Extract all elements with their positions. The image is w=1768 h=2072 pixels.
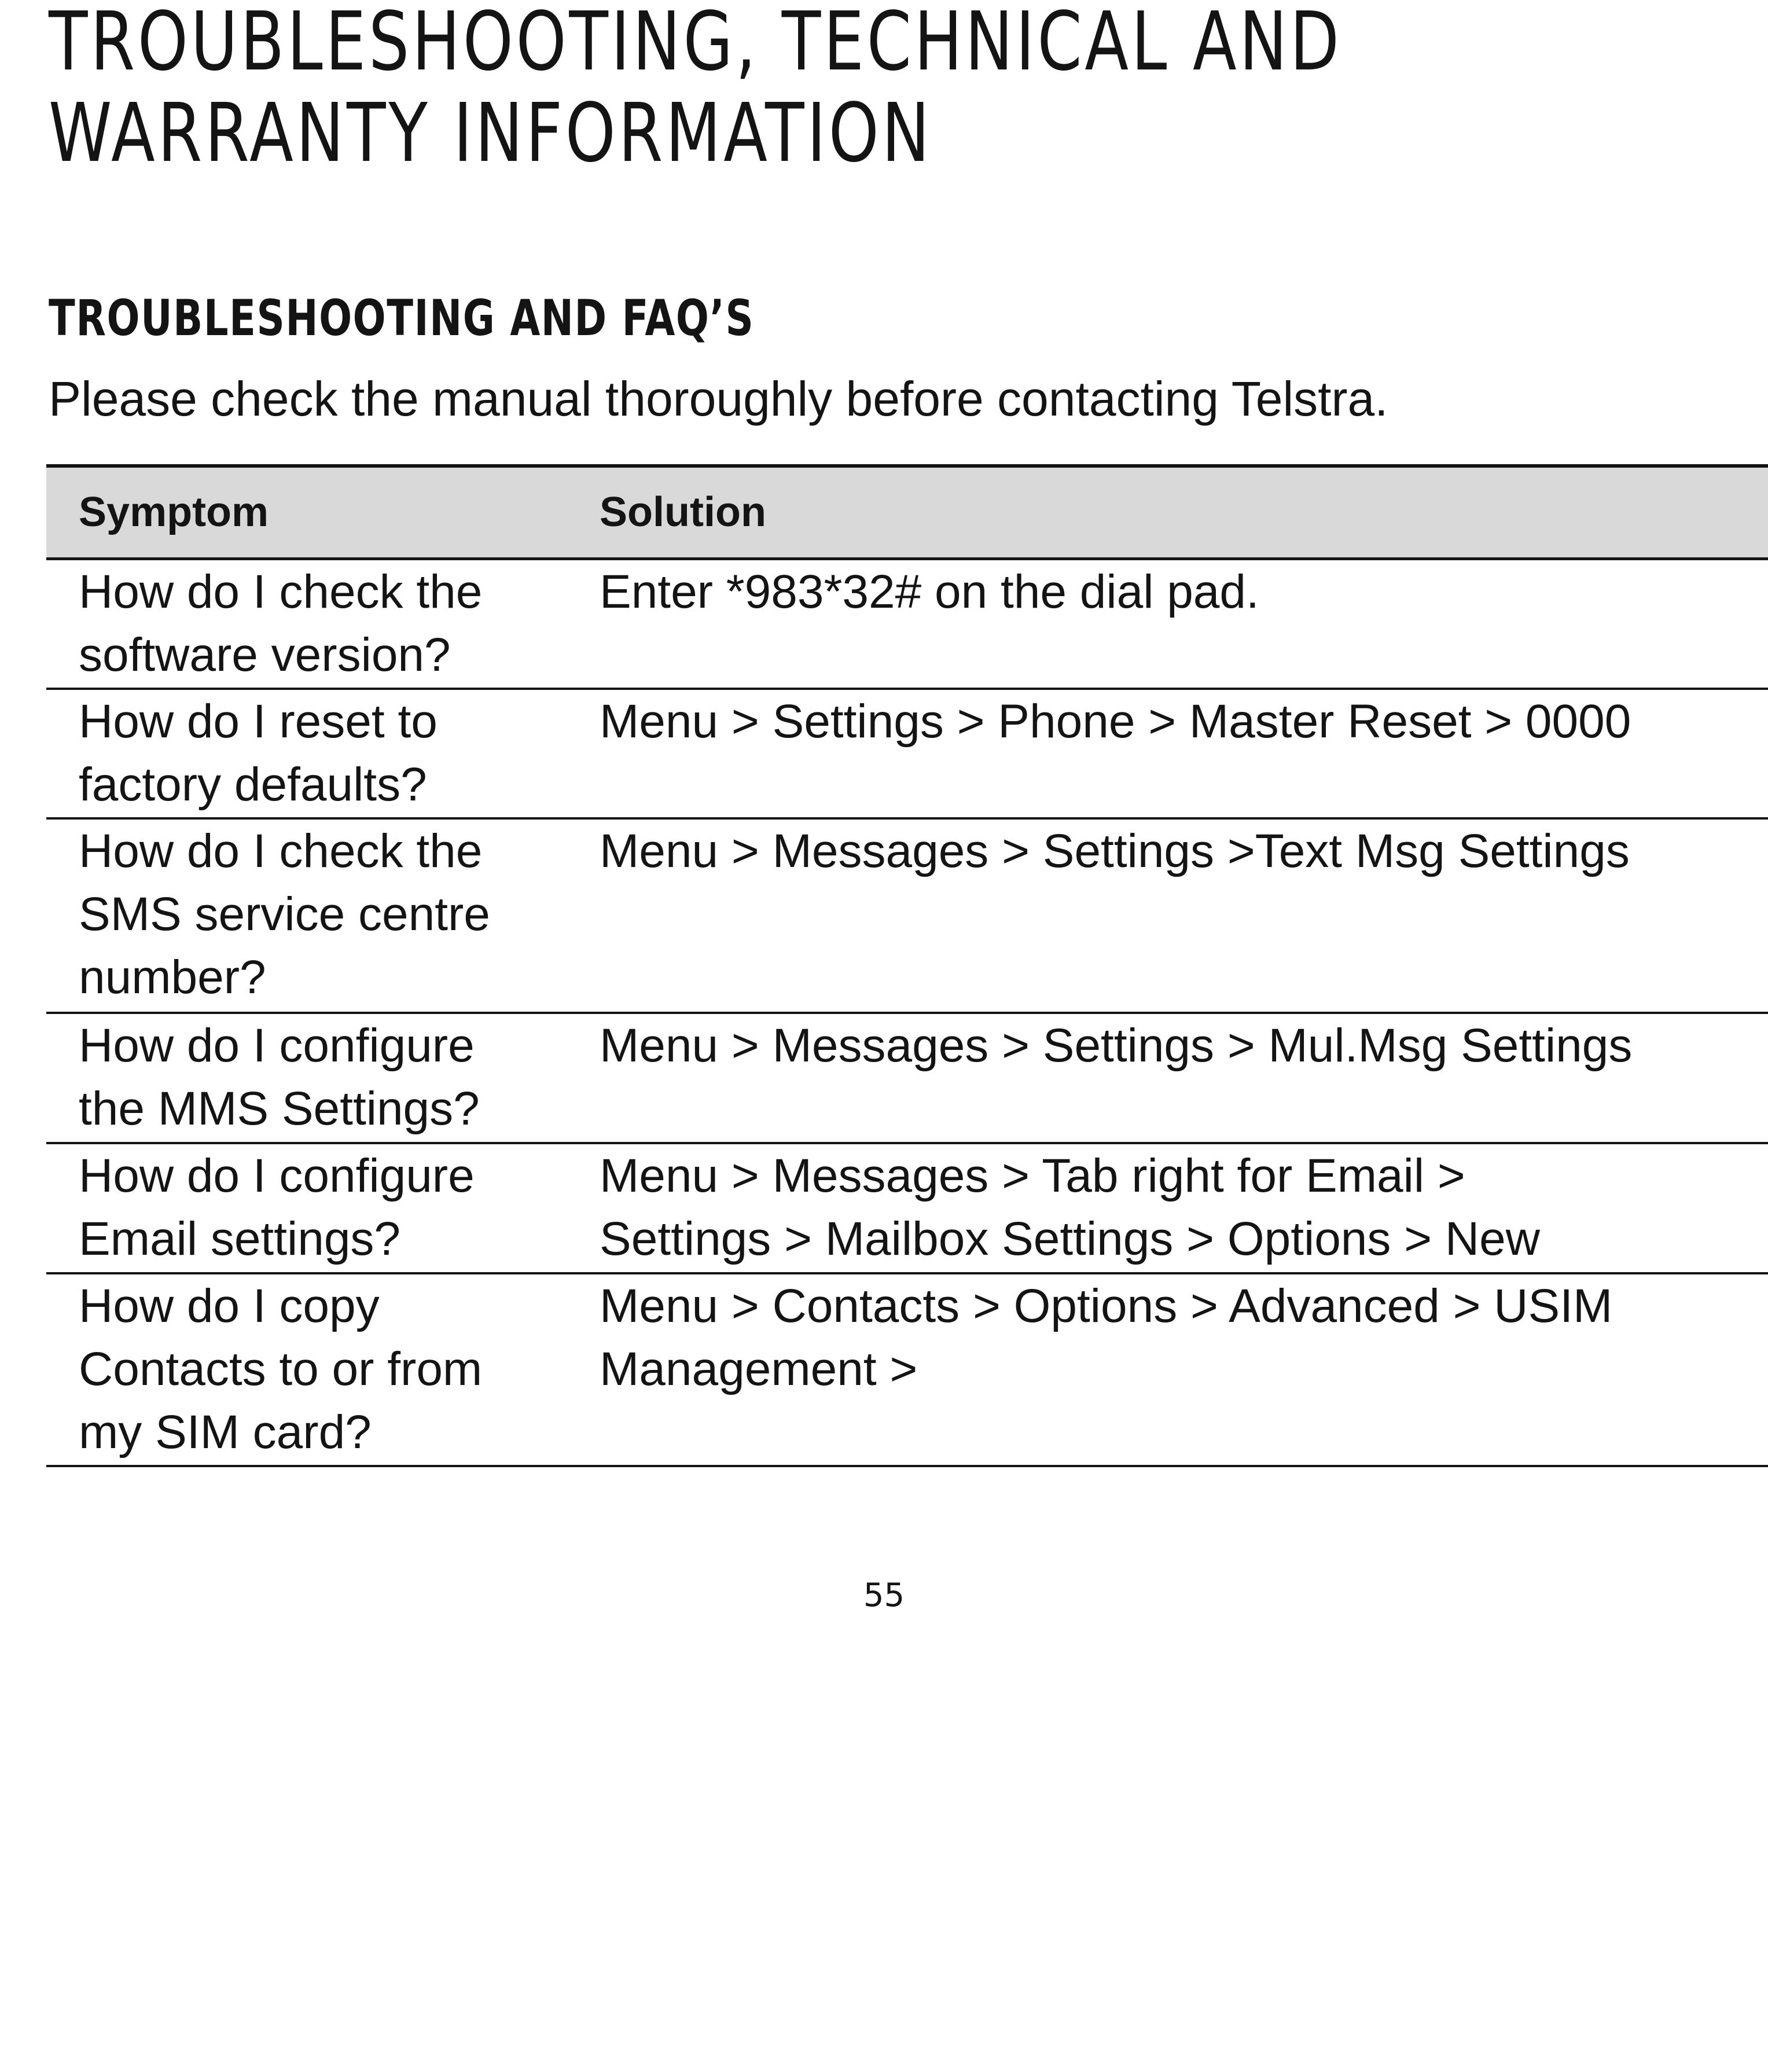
solution-cell: Menu > Contacts > Options > Advanced > USIM Management > [567,1273,1768,1466]
symptom-cell: How do I check the software version? [46,559,567,689]
table-row [46,1273,1768,1466]
table-row [46,689,1768,818]
faq-table [46,464,1768,1467]
page-number: 55 [863,1577,905,1614]
page-title-line-2: WARRANTY INFORMATION [49,86,932,181]
symptom-cell: How do I copy Contacts to or from my SIM card? [46,1273,567,1466]
page-title [49,0,1356,179]
table-row [46,818,1768,1013]
symptom-cell: How do I reset to factory defaults? [46,689,567,818]
solution-cell: Menu > Messages > Settings >Text Msg Settings [567,818,1768,1013]
table-body [46,559,1768,1466]
solution-cell: Enter *983*32# on the dial pad. [567,559,1768,689]
section-heading: TROUBLESHOOTING AND FAQ’S [49,289,755,347]
solution-cell: Menu > Settings > Phone > Master Reset > 0000 [567,689,1768,818]
column-header-symptom: Symptom [46,466,567,559]
intro-paragraph: Please check the manual thoroughly before contacting Telstra. [49,372,1388,426]
page-title-line-1: TROUBLESHOOTING, TECHNICAL AND [49,0,1342,89]
table-header-row [46,466,1768,559]
table-row [46,1143,1768,1273]
symptom-cell: How do I check the SMS service centre number? [46,818,567,1013]
solution-cell: Menu > Messages > Tab right for Email > Settings > Mailbox Settings > Options > New [567,1143,1768,1273]
solution-cell: Menu > Messages > Settings > Mul.Msg Settings [567,1013,1768,1143]
table-row [46,1013,1768,1143]
column-header-solution: Solution [567,466,1768,559]
symptom-cell: How do I configure Email settings? [46,1143,567,1273]
table-row [46,559,1768,689]
symptom-cell: How do I configure the MMS Settings? [46,1013,567,1143]
table-header [46,466,1768,559]
